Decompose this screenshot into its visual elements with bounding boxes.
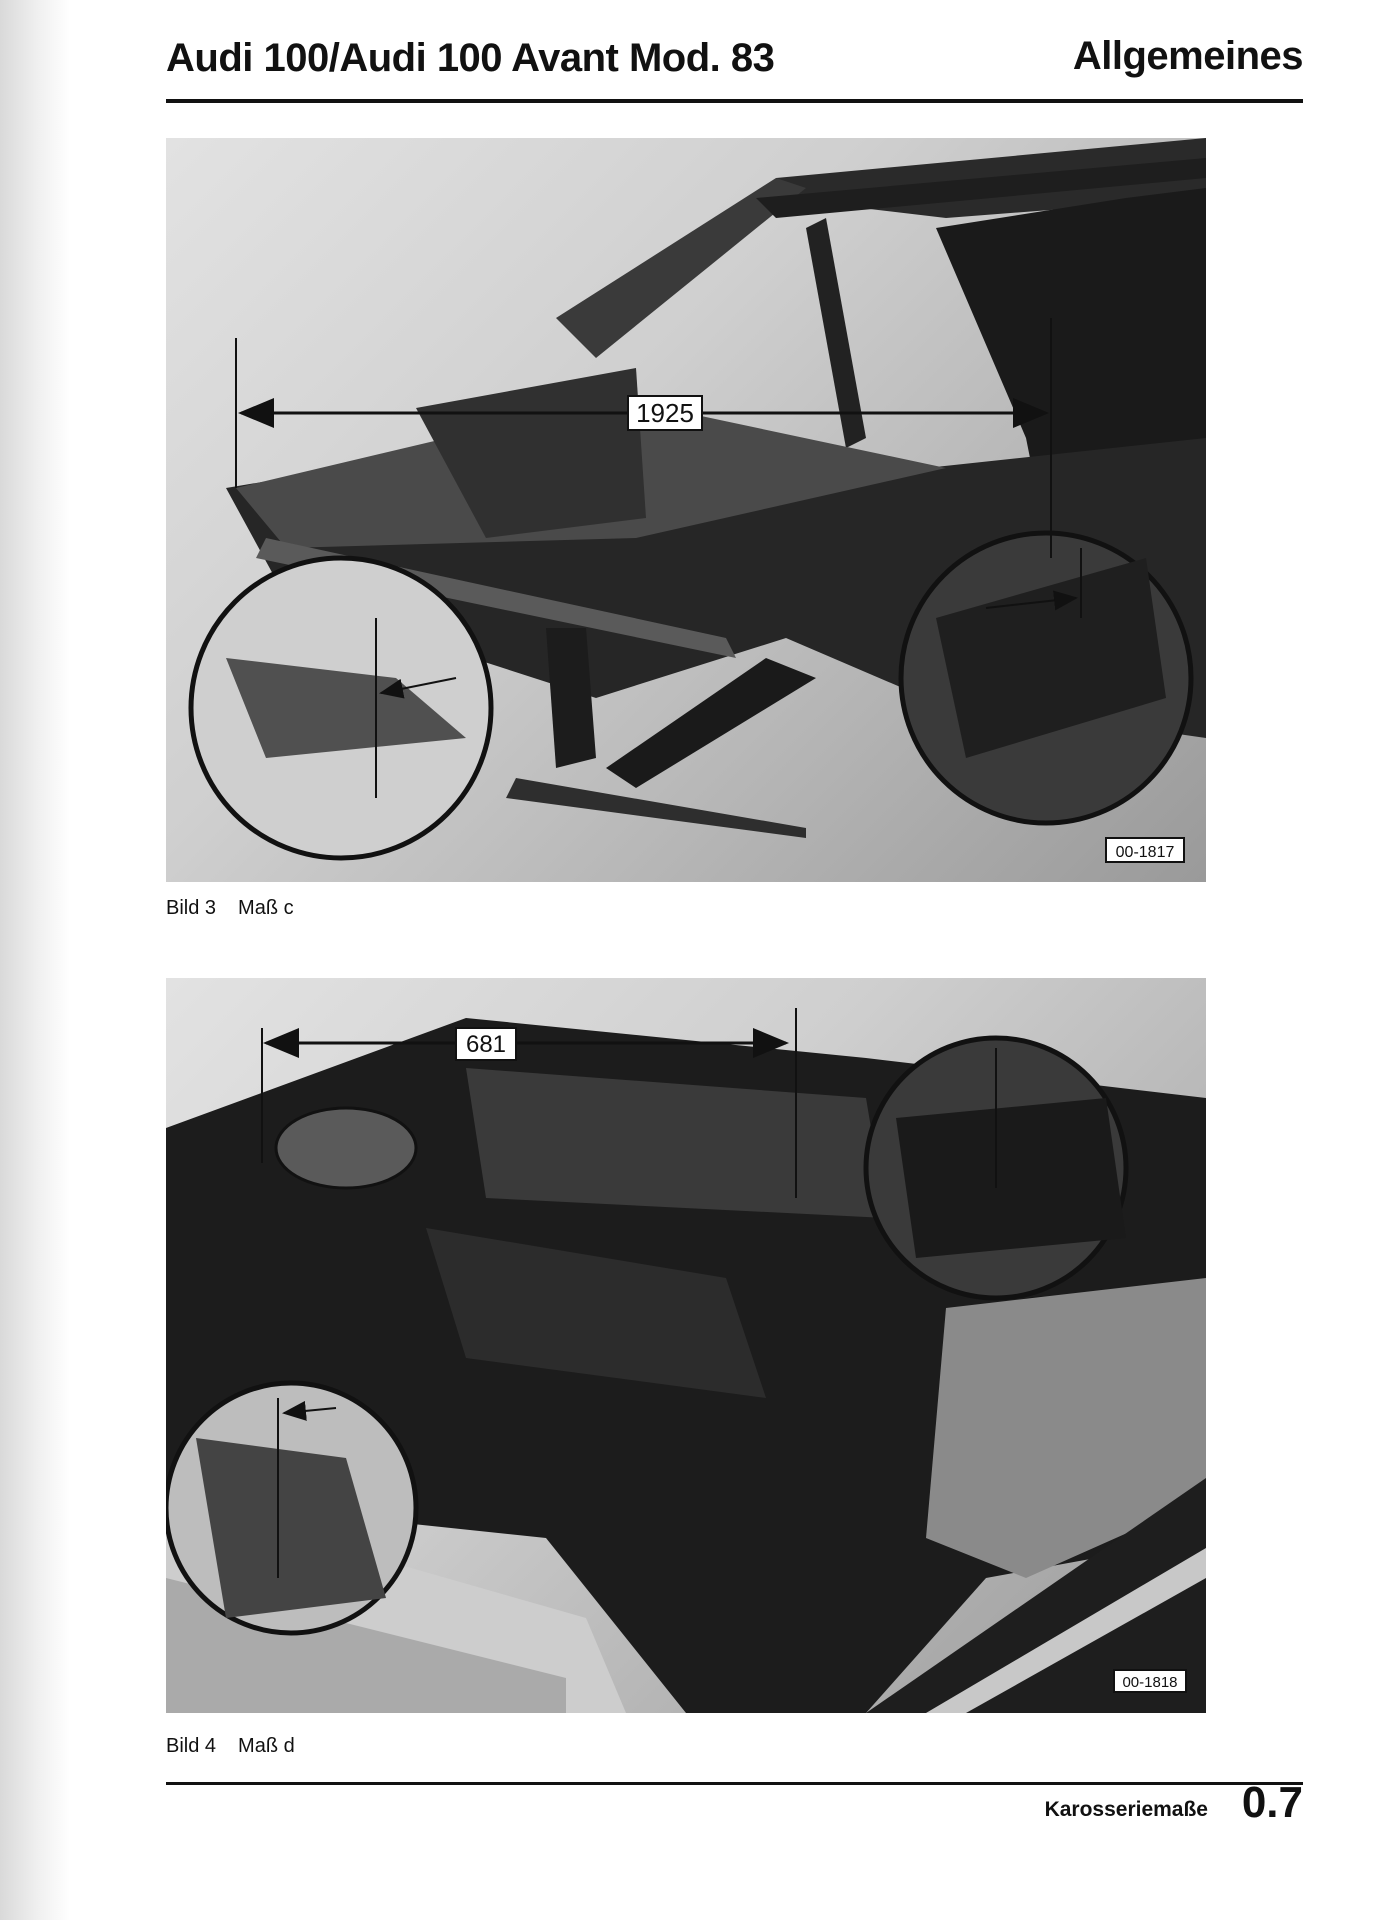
figure-caption bbox=[166, 1735, 295, 1758]
page-number: 0.7 bbox=[1241, 1778, 1303, 1827]
car-body-photo bbox=[166, 138, 1206, 882]
header-rule bbox=[166, 99, 1303, 103]
floor-pan-photo bbox=[166, 978, 1206, 1713]
photo-code: 00-1818 bbox=[1122, 1674, 1178, 1691]
caption-number: Bild 3 bbox=[166, 897, 217, 919]
section-title: Allgemeines bbox=[1072, 34, 1303, 78]
photo-code: 00-1817 bbox=[1115, 844, 1175, 861]
dimension-label-d: 681 bbox=[465, 1031, 507, 1058]
figure-car-body-front bbox=[166, 138, 1206, 882]
binding-shadow bbox=[0, 0, 70, 1920]
page-title: Audi 100/Audi 100 Avant Mod. 83 bbox=[166, 36, 775, 80]
footer-rule bbox=[166, 1782, 1303, 1785]
dimension-label-c: 1925 bbox=[636, 398, 694, 428]
caption-number: Bild 4 bbox=[166, 1735, 217, 1757]
footer-section-title: Karosseriemaße bbox=[1044, 1798, 1208, 1821]
figure-caption bbox=[166, 897, 294, 920]
figure-front-floor bbox=[166, 978, 1206, 1713]
caption-text: Maß c bbox=[238, 897, 294, 919]
caption-text: Maß d bbox=[238, 1735, 295, 1757]
